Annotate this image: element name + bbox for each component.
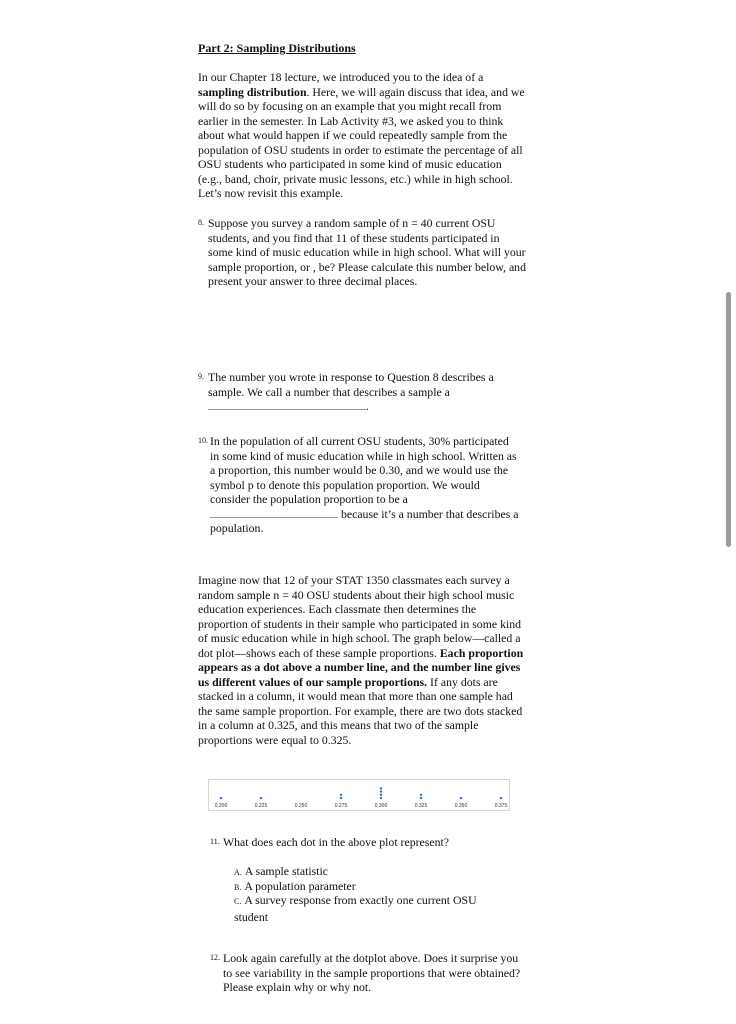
dot-plot-point (340, 794, 342, 796)
dot-plot-point (420, 794, 422, 796)
question-8-text: Suppose you survey a random sample of n = 40 current OSU students, and you find that 11 of these students participated in some kind of music education while in high school. What will your sample proportion, or , be? Please calculate this number below, and present your answer to three decimal places. (208, 216, 526, 288)
question-12-text: Look again carefully at the dotplot above. Does it surprise you to see variability in the sample proportions that were obtained? Please explain why or why not. (223, 951, 521, 994)
intro-paragraph (198, 70, 526, 201)
dot-plot-point (380, 790, 382, 792)
q11-option-c[interactable] (234, 893, 504, 924)
question-9-end: . (366, 399, 369, 413)
question-10-text-b: because it’s a number that describes a population. (210, 506, 519, 535)
dot-plot-point (460, 797, 462, 799)
question-10-number: 10. (198, 436, 208, 445)
q11-option-b-letter: B. (234, 883, 242, 892)
dot-plot-point (340, 797, 342, 799)
question-11-text: What does each dot in the above plot represent? (223, 835, 450, 849)
dot-plot (208, 779, 510, 811)
dot-plot-tick-label: 0.375 (494, 803, 508, 809)
question-12-number: 12. (210, 953, 220, 962)
dotplot-intro-paragraph (198, 573, 524, 747)
intro-lead: In our Chapter 18 lecture, we introduced you to the idea of a (198, 70, 484, 84)
q11-option-a-letter: A. (234, 868, 242, 877)
question-10-text-a: In the population of all current OSU students, 30% participated in some kind of music education while in high school. Written as a proportion, this number would be 0.30, and we would use the symbol p to denote this population proportion. We would consider the population proportion to be a (210, 434, 517, 506)
question-9-number: 9. (198, 372, 204, 381)
q11-option-b-text: A population parameter (244, 879, 356, 893)
dot-plot-svg (209, 780, 509, 810)
question-10-text (210, 434, 520, 536)
dotplot-intro-after: If any dots are stacked in a column, it would mean that more than one sample had the same sample proportion. For example, there are two dots stacked in a column at 0.325, and this means that two of the sample proportions were equal to 0.325. (198, 674, 523, 747)
dot-plot-tick-label: 0.300 (374, 803, 388, 809)
question-8-number: 8. (198, 218, 204, 227)
vertical-scrollbar[interactable] (726, 292, 731, 547)
dot-plot-point (500, 797, 502, 799)
question-9-prompt: The number you wrote in response to Question 8 describes a sample. We call a number that describes a sample a (208, 370, 494, 399)
dot-plot-tick-label: 0.250 (294, 803, 308, 809)
q11-option-c-letter: C. (234, 897, 242, 906)
question-9-text (208, 370, 524, 414)
dot-plot-point (380, 794, 382, 796)
question-11-number: 11. (210, 837, 220, 846)
dot-plot-point (220, 797, 222, 799)
dotplot-intro-bold: Each proportion appears as a dot above a number line, and the number line gives us different values of our sample proportions. (198, 645, 524, 689)
dotplot-intro-plain: Imagine now that 12 of your STAT 1350 classmates each survey a random sample n = 40 OSU students about their high school music education experiences. Each classmate then determines the proportion of students in their sample who participated in some kind of music education while in high school. The graph below—called a dot plot—shows each of these sample proportions. (198, 573, 522, 660)
intro-rest: . Here, we will again discuss that idea, and we will do so by focusing on an example that you might recall from earlier in the semester. In Lab Activity #3, we asked you to think about what would happen if we could repeatedly sample from the population of OSU students in order to estimate the percentage of all OSU students who participated in some kind of music education (e.g., band, choir, private music lessons, etc.) while in high school. Let’s now revisit this example. (198, 84, 525, 200)
dot-plot-point (420, 797, 422, 799)
dot-plot-tick-label: 0.200 (214, 803, 228, 809)
dot-plot-tick-label: 0.225 (254, 803, 268, 809)
dot-plot-point (380, 797, 382, 799)
dot-plot-point (260, 797, 262, 799)
question-10-answer-blank[interactable] (210, 507, 338, 518)
dot-plot-tick-label: 0.350 (454, 803, 468, 809)
q11-option-c-text: A survey response from exactly one current OSU student (234, 893, 477, 924)
dot-plot-tick-label: 0.325 (414, 803, 428, 809)
question-9-answer-blank[interactable] (208, 399, 366, 410)
q11-option-a-text: A sample statistic (244, 864, 329, 878)
section-heading: Part 2: Sampling Distributions (198, 41, 356, 55)
dot-plot-point (380, 787, 382, 789)
dot-plot-tick-label: 0.275 (334, 803, 348, 809)
intro-bold-term: sampling distribution (198, 84, 307, 99)
